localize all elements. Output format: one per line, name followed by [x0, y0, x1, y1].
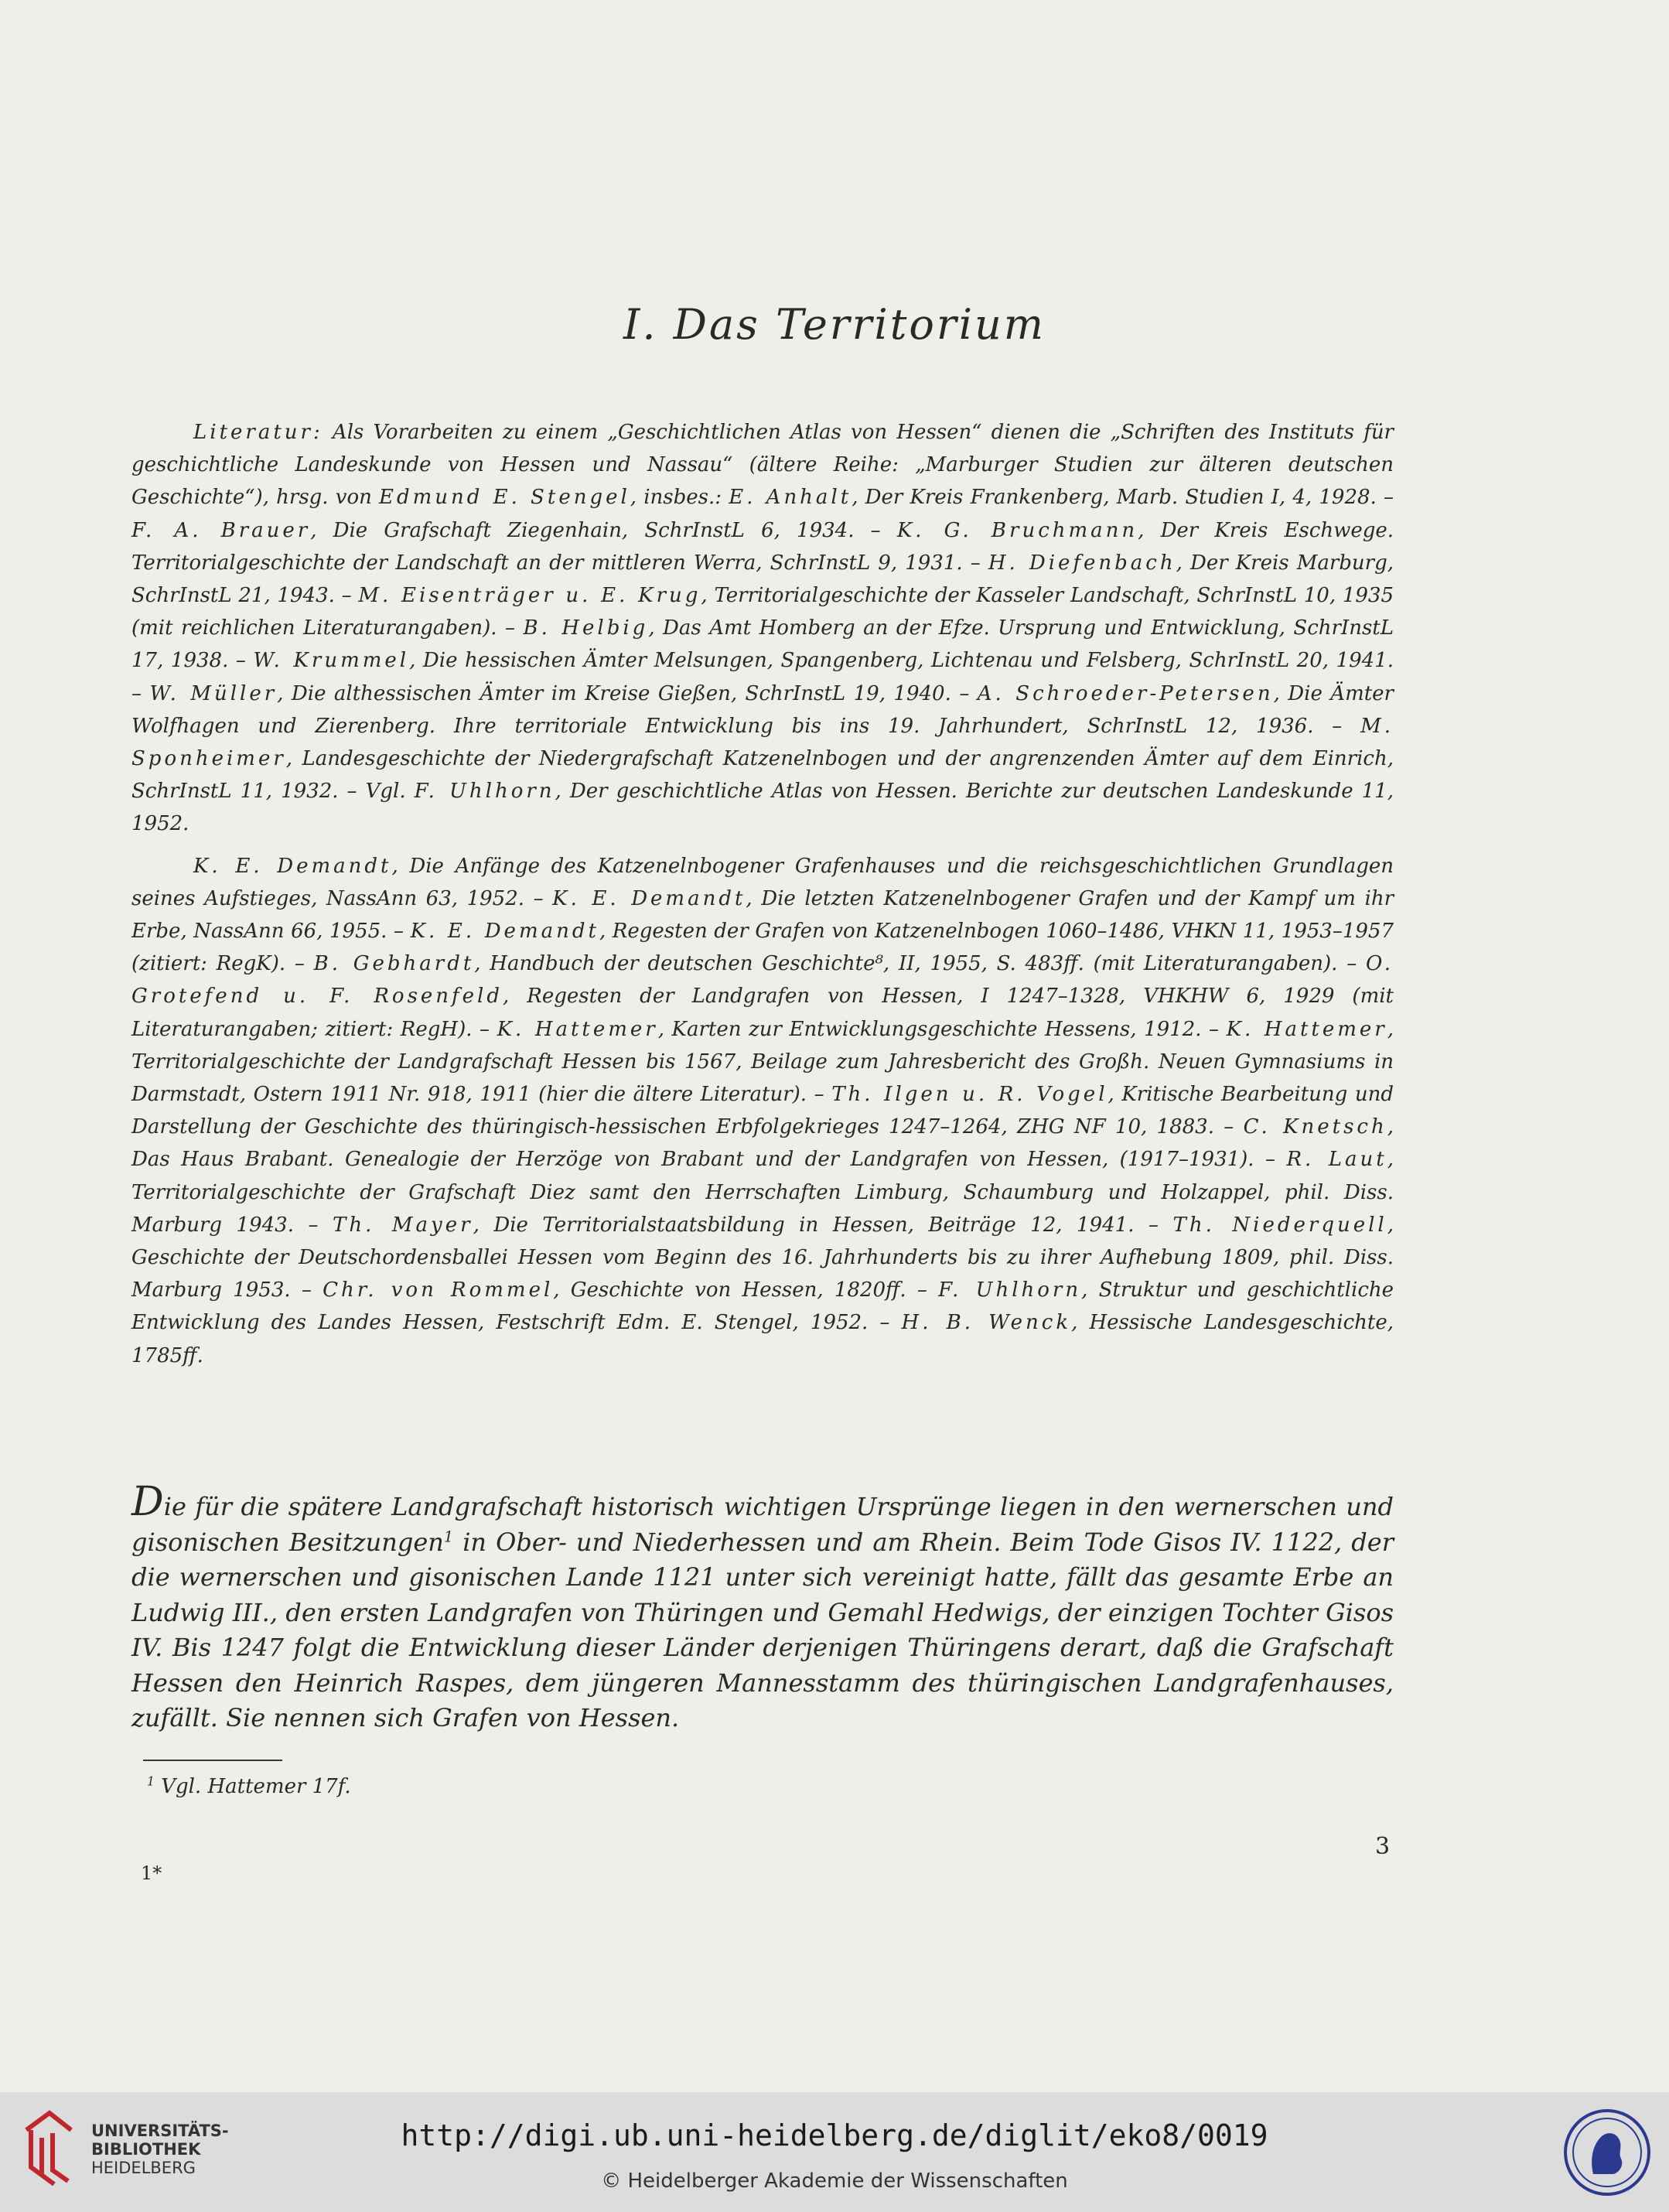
author-name: E. Anhalt: [729, 486, 852, 510]
citation-text: , Die letzten Katzenelnbogener Grafen und der Kampf um ihr Erbe, NassAnn 66, 1955. –: [131, 886, 1394, 944]
citation-text: , Territorialgeschichte der Landgrafschaft Hessen bis 1567, Beilage zum Jahresbericht des Großh. Neuen Gymnasiums in Darmstadt, Ostern 1911 Nr. 918, 1911 (hier die ältere Literatur). –: [131, 1017, 1394, 1107]
citation-text: , Die hessischen Ämter Melsungen, Spangenberg, Lichtenau und Felsberg, SchrInstL 20, 1941. –: [131, 649, 1394, 705]
author-name: K. Hattemer: [1226, 1017, 1387, 1041]
author-name: Literatur:: [193, 421, 323, 444]
main-paragraph: [131, 1479, 1394, 1736]
author-name: O. Grotefend u. F. Rosenfeld: [131, 952, 1394, 1009]
citation-text: , Handbuch der deutschen Geschichte⁸, II, 1955, S. 483ff. (mit Literaturangaben). –: [474, 952, 1366, 976]
citation-text: , Geschichte der Deutschordensballei Hessen vom Beginn des 16. Jahrhunderts bis zu ihrer Aufhebung 1809, phil. Diss. Marburg 1953. –: [131, 1213, 1394, 1302]
main-text: [131, 1479, 1394, 1736]
author-name: K. Hattemer: [497, 1017, 658, 1041]
citation-text: , Struktur und geschichtliche Entwicklung des Landes Hessen, Festschrift Edm. E. Stengel, 1952. –: [131, 1278, 1394, 1335]
academy-seal-icon: [1562, 2108, 1652, 2197]
author-name: F. A. Brauer: [131, 518, 311, 542]
literature-block: [131, 416, 1394, 1372]
citation-text: , Der Kreis Frankenberg, Marb. Studien I, 4, 1928. –: [852, 486, 1394, 510]
citation-text: , Der Kreis Eschwege. Territorialgeschichte der Landschaft an der mittleren Werra, SchrInstL 9, 1931. –: [131, 518, 1394, 575]
literature-paragraph-2: [131, 850, 1394, 1372]
main-text-part-1: ie für die spätere Landgrafschaft historisch wichtigen Ursprünge liegen in den wernerschen und gisonischen Besitzungen: [131, 1492, 1394, 1557]
author-name: H. B. Wenck: [901, 1311, 1072, 1335]
footnote-rule: [143, 1760, 282, 1761]
author-name: Th. Niederquell: [1172, 1213, 1387, 1237]
citation-text: , Karten zur Entwicklungsgeschichte Hessens, 1912. –: [657, 1017, 1227, 1041]
citation-text: , Das Amt Homberg an der Efze. Ursprung und Entwicklung, SchrInstL 17, 1938. –: [131, 616, 1394, 673]
citation-text: , Landesgeschichte der Niedergrafschaft Katzenelnbogen und der angrenzenden Ämter auf dem Einrich, SchrInstL 11, 1932. – Vgl.: [131, 747, 1394, 804]
library-name-line-2: BIBLIOTHEK: [91, 2140, 201, 2159]
citation-text: , Der Kreis Marburg, SchrInstL 21, 1943. –: [131, 551, 1394, 608]
author-name: H. Diefenbach: [988, 551, 1176, 575]
author-name: A. Schroeder-Petersen: [977, 681, 1274, 705]
footnote-number: 1: [147, 1774, 155, 1789]
library-name-line-3: HEIDELBERG: [91, 2159, 196, 2177]
author-name: R. Laut: [1286, 1148, 1387, 1172]
author-name: F. Uhlhorn: [414, 780, 555, 804]
author-name: Edmund E. Stengel: [379, 486, 630, 510]
citation-text: , Territorialgeschichte der Kasseler Landschaft, SchrInstL 10, 1935 (mit reichlichen Literaturangaben). –: [131, 584, 1394, 640]
citation-text: , Die Grafschaft Ziegenhain, SchrInstL 6, 1934. –: [310, 518, 897, 542]
author-name: W. Krummel: [253, 649, 410, 673]
drop-cap: D: [131, 1479, 164, 1525]
author-name: K. E. Demandt: [193, 854, 392, 878]
author-name: K. E. Demandt: [552, 886, 746, 910]
citation-text: , Das Haus Brabant. Genealogie der Herzöge von Brabant und der Landgrafen von Hessen, (1917–1931). –: [131, 1115, 1394, 1172]
citation-text: Als Vorarbeiten zu einem „Geschichtlichen Atlas von Hessen“ dienen die „Schriften des Instituts für geschichtliche Landeskunde von Hessen und Nassau“ (ältere Reihe: „Marburger Studien zur älteren deutschen Geschichte“), hrsg. von: [131, 421, 1394, 510]
author-name: B. Helbig: [523, 616, 649, 640]
citation-text: , Geschichte von Hessen, 1820ff. –: [553, 1278, 939, 1302]
citation-text: , Territorialgeschichte der Grafschaft Diez samt den Herrschaften Limburg, Schaumburg und Holzappel, phil. Diss. Marburg 1943. –: [131, 1148, 1394, 1237]
author-name: K. E. Demandt: [410, 920, 599, 944]
citation-text: , Regesten der Landgrafen von Hessen, I 1247–1328, VHKHW 6, 1929 (mit Literaturangaben; zitiert: RegH). –: [131, 985, 1394, 1041]
citation-text: , insbes.:: [630, 486, 729, 510]
citation-text: , Die Territorialstaatsbildung in Hessen, Beiträge 12, 1941. –: [473, 1213, 1173, 1237]
author-name: Th. Ilgen u. R. Vogel: [831, 1083, 1108, 1107]
main-text-part-2: in Ober- und Niederhessen und am Rhein. Beim Tode Gisos IV. 1122, der die wernerschen und gisonischen Lande 1121 unter sich vereinigt hatte, fällt das gesamte Erbe an Ludwig III., den ersten Landgrafen von Thüringen und Gemahl Hedwigs, der einzigen Tochter Gisos IV. Bis 1247 folgt die Entwicklung dieser Länder derjenigen Thüringens derart, daß die Grafschaft Hessen den Heinrich Raspes, dem jüngeren Mannesstamm des thüringischen Landgrafenhauses, zufällt. Sie nennen sich Grafen von Hessen.: [131, 1527, 1394, 1732]
footnote-reference: 1: [443, 1527, 454, 1545]
author-name: C. Knetsch: [1243, 1115, 1387, 1139]
citation-text: , Hessische Landesgeschichte, 1785ff.: [131, 1311, 1394, 1367]
printer-signature: 1*: [141, 1862, 162, 1884]
literature-paragraph-1: [131, 416, 1394, 841]
author-name: M. Eisenträger u. E. Krug: [358, 584, 701, 608]
page-number: 3: [1375, 1833, 1391, 1860]
citation-text: , Der geschichtliche Atlas von Hessen. Berichte zur deutschen Landeskunde 11, 1952.: [131, 780, 1394, 836]
copyright-notice: © Heidelberger Akademie der Wissenschaften: [601, 2169, 1068, 2193]
library-name-line-1: UNIVERSITÄTS-: [91, 2122, 229, 2140]
author-name: Chr. von Rommel: [323, 1278, 554, 1302]
viewer-footer: [0, 2092, 1669, 2212]
author-name: M. Sponheimer: [131, 714, 1394, 771]
chapter-title: I. Das Territorium: [623, 300, 1046, 349]
author-name: Th. Mayer: [333, 1213, 473, 1237]
author-name: K. G. Bruchmann: [896, 518, 1138, 542]
author-name: F. Uhlhorn: [938, 1278, 1082, 1302]
footnote: [147, 1775, 351, 1798]
citation-text: , Die althessischen Ämter im Kreise Gießen, SchrInstL 19, 1940. –: [277, 681, 978, 705]
author-name: W. Müller: [149, 681, 278, 705]
footnote-text: Vgl. Hattemer 17f.: [161, 1775, 351, 1798]
citation-text: , Kritische Bearbeitung und Darstellung der Geschichte des thüringisch-hessischen Erbfolgekrieges 1247–1264, ZHG NF 10, 1883. –: [131, 1083, 1394, 1139]
citation-text: , Die Ämter Wolfhagen und Zierenberg. Ihre territoriale Entwicklung bis ins 19. Jahrhundert, SchrInstL 12, 1936. –: [131, 681, 1394, 738]
citation-text: , Die Anfänge des Katzenelnbogener Grafenhauses und die reichsgeschichtlichen Grundlagen seines Aufstieges, NassAnn 63, 1952. –: [131, 854, 1394, 910]
author-name: B. Gebhardt: [313, 952, 475, 976]
citation-text: , Regesten der Grafen von Katzenelnbogen 1060–1486, VHKN 11, 1953–1957 (zitiert: RegK). –: [131, 920, 1394, 976]
permalink-url[interactable]: http://digi.ub.uni-heidelberg.de/diglit/eko8/0019: [401, 2118, 1268, 2152]
